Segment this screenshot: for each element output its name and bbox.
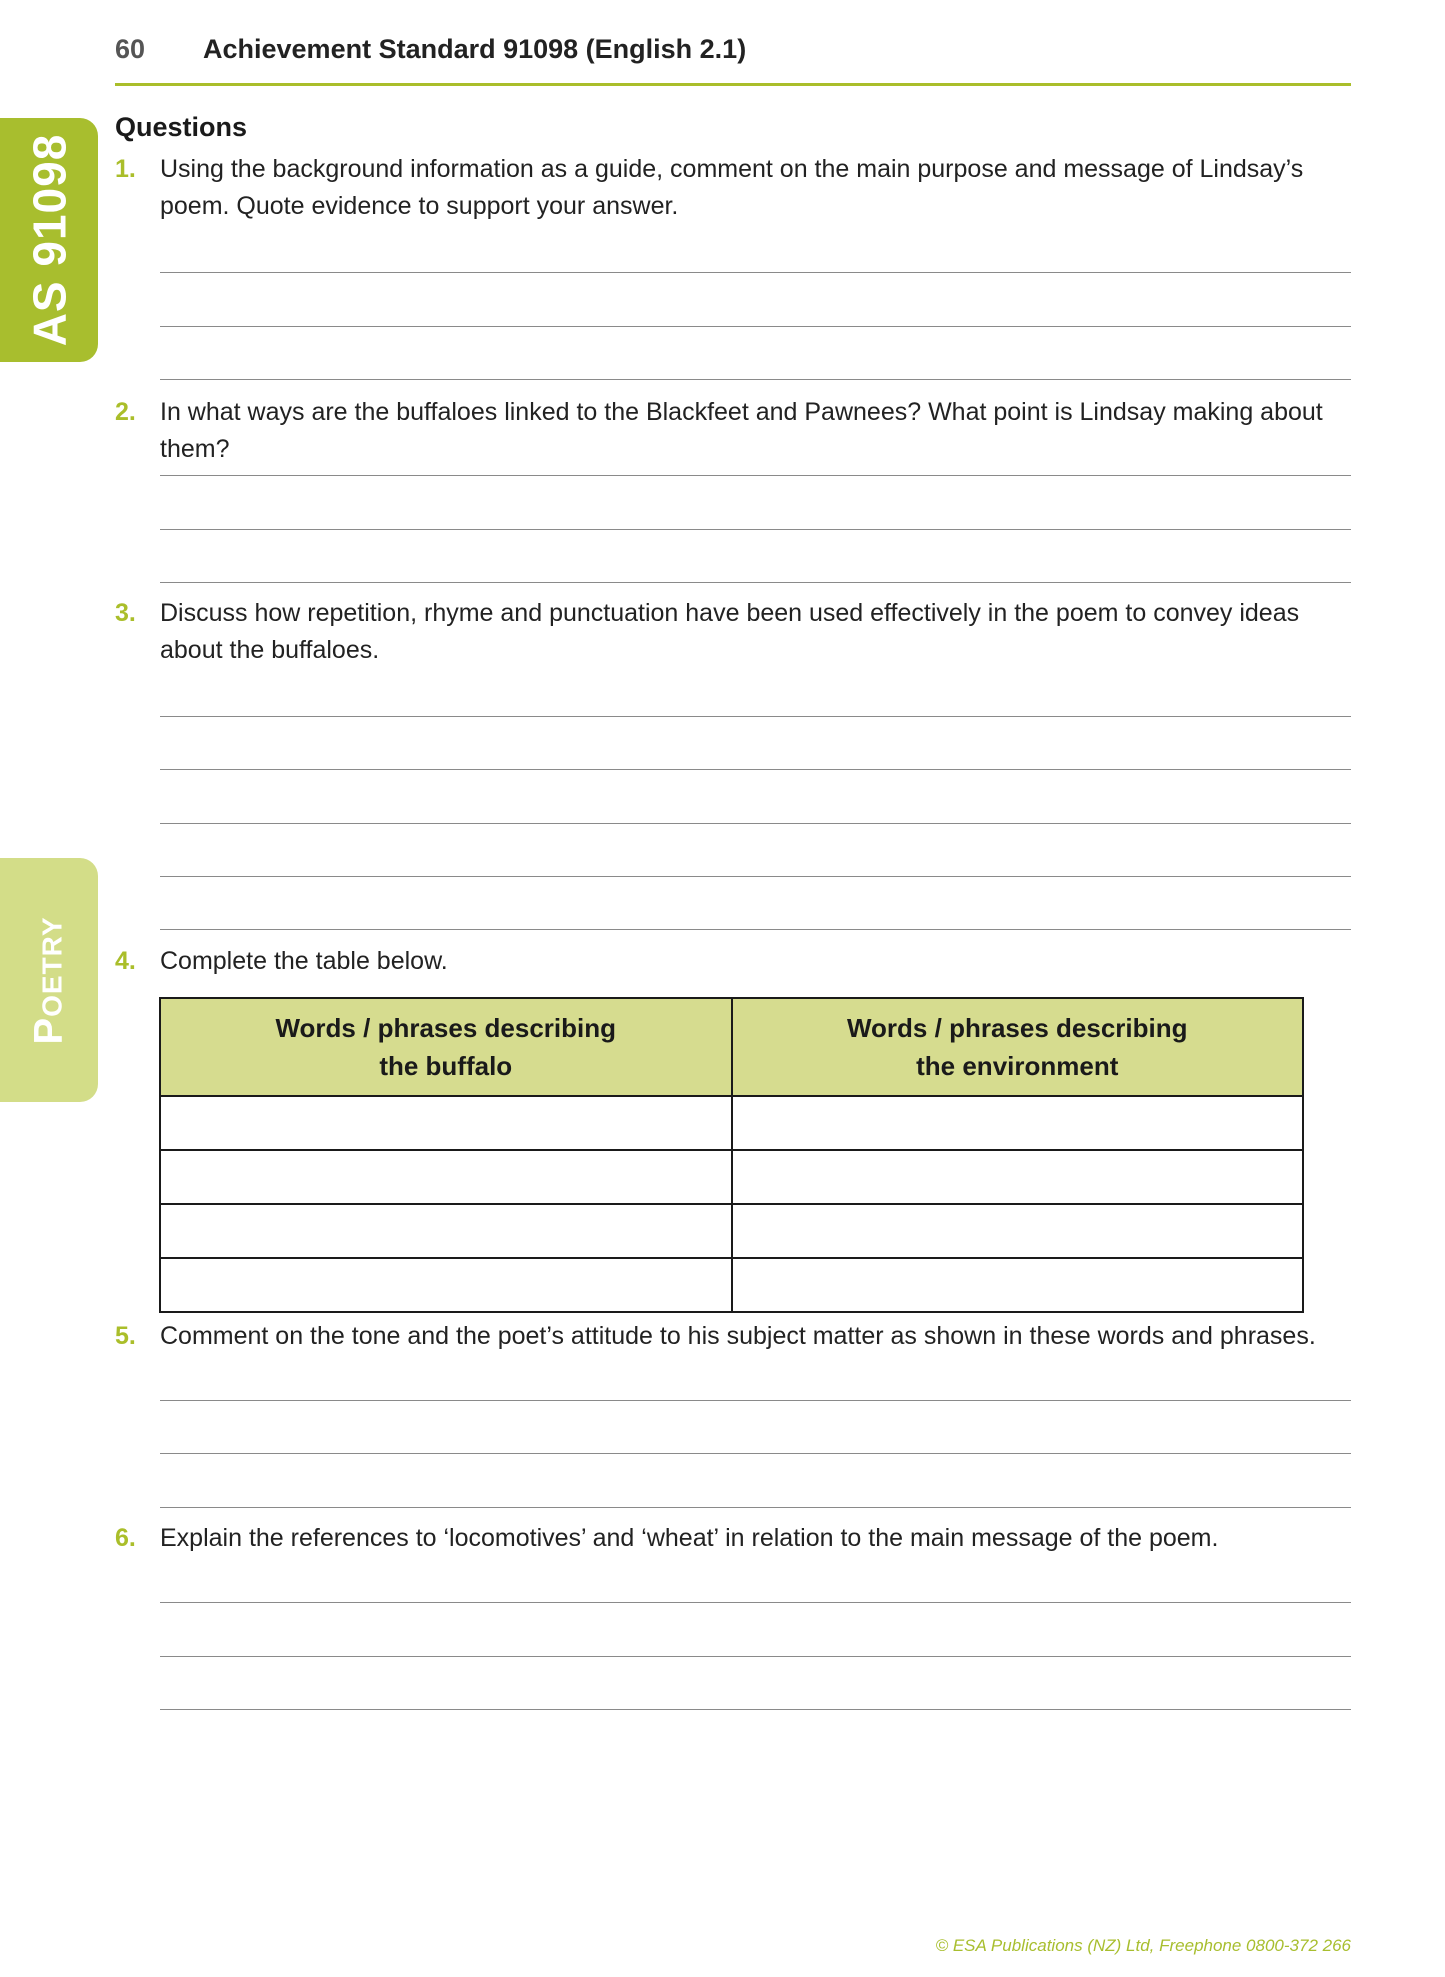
question-text: Comment on the tone and the poet’s attitude to his subject matter as shown in these words and phrases. (160, 1322, 1316, 1350)
environment-header-line-1: Words / phrases describing (846, 1013, 1188, 1043)
buffalo-answer-cell[interactable] (160, 1204, 732, 1258)
table-row (160, 1096, 1303, 1150)
section-heading: Questions (115, 112, 248, 142)
topic-side-tab (0, 858, 98, 1102)
answer-line[interactable] (160, 475, 1351, 476)
question-2 (115, 394, 1355, 468)
answer-line[interactable] (160, 1507, 1351, 1508)
answer-line[interactable] (160, 326, 1351, 327)
answer-line[interactable] (160, 379, 1351, 380)
table-row (160, 1204, 1303, 1258)
answer-table (159, 997, 1304, 1313)
answer-line[interactable] (160, 529, 1351, 530)
answer-line[interactable] (160, 876, 1351, 877)
buffalo-header-line-1: Words / phrases describing (275, 1013, 616, 1043)
question-number: 4. (115, 947, 136, 975)
table-row (160, 1258, 1303, 1312)
page-number: 60 (115, 34, 146, 64)
buffalo-answer-cell[interactable] (160, 1096, 732, 1150)
buffalo-header-line-2: the buffalo (379, 1051, 513, 1081)
buffalo-answer-cell[interactable] (160, 1258, 732, 1312)
question-number: 1. (115, 155, 136, 183)
buffalo-answer-cell[interactable] (160, 1150, 732, 1204)
question-number: 6. (115, 1524, 136, 1552)
environment-header-line-2: the environment (916, 1051, 1119, 1081)
question-5 (115, 1318, 1355, 1355)
question-number: 2. (115, 398, 136, 426)
table-header-row (160, 998, 1303, 1096)
standard-side-tab (0, 118, 98, 362)
question-text: Discuss how repetition, rhyme and punctuation have been used effectively in the poem to convey ideas about the buffaloes. (160, 599, 1300, 664)
answer-line[interactable] (160, 1656, 1351, 1657)
environment-answer-cell[interactable] (732, 1096, 1304, 1150)
question-1 (115, 151, 1355, 225)
answer-line[interactable] (160, 1400, 1351, 1401)
question-text: Using the background information as a guide, comment on the main purpose and message of Lindsay’s poem. Quote evidence to support your answer. (160, 155, 1304, 220)
table-row (160, 1150, 1303, 1204)
answer-line[interactable] (160, 582, 1351, 583)
answer-line[interactable] (160, 1709, 1351, 1710)
question-number: 5. (115, 1322, 136, 1350)
question-4 (115, 943, 1355, 980)
question-3 (115, 595, 1355, 669)
page-header (115, 34, 1351, 86)
standard-tab-label: AS 91098 (23, 133, 76, 347)
answer-line[interactable] (160, 272, 1351, 273)
copyright-footer: © ESA Publications (NZ) Ltd, Freephone 0800-372 266 (935, 1936, 1351, 1955)
question-text: In what ways are the buffaloes linked to the Blackfeet and Pawnees? What point is Lindsay making about them? (160, 398, 1323, 463)
answer-line[interactable] (160, 769, 1351, 770)
environment-answer-cell[interactable] (732, 1204, 1304, 1258)
environment-column-header (732, 998, 1304, 1096)
question-number: 3. (115, 599, 136, 627)
answer-line[interactable] (160, 1453, 1351, 1454)
question-text: Explain the references to ‘locomotives’ and ‘wheat’ in relation to the main message of the poem. (160, 1524, 1219, 1552)
answer-line[interactable] (160, 1602, 1351, 1603)
answer-line[interactable] (160, 716, 1351, 717)
buffalo-column-header (160, 998, 732, 1096)
answer-line[interactable] (160, 823, 1351, 824)
topic-tab-label: Poetry (26, 915, 71, 1045)
environment-answer-cell[interactable] (732, 1150, 1304, 1204)
running-title: Achievement Standard 91098 (English 2.1) (203, 34, 747, 64)
question-text: Complete the table below. (160, 947, 448, 975)
answer-line[interactable] (160, 929, 1351, 930)
environment-answer-cell[interactable] (732, 1258, 1304, 1312)
question-6 (115, 1520, 1355, 1557)
